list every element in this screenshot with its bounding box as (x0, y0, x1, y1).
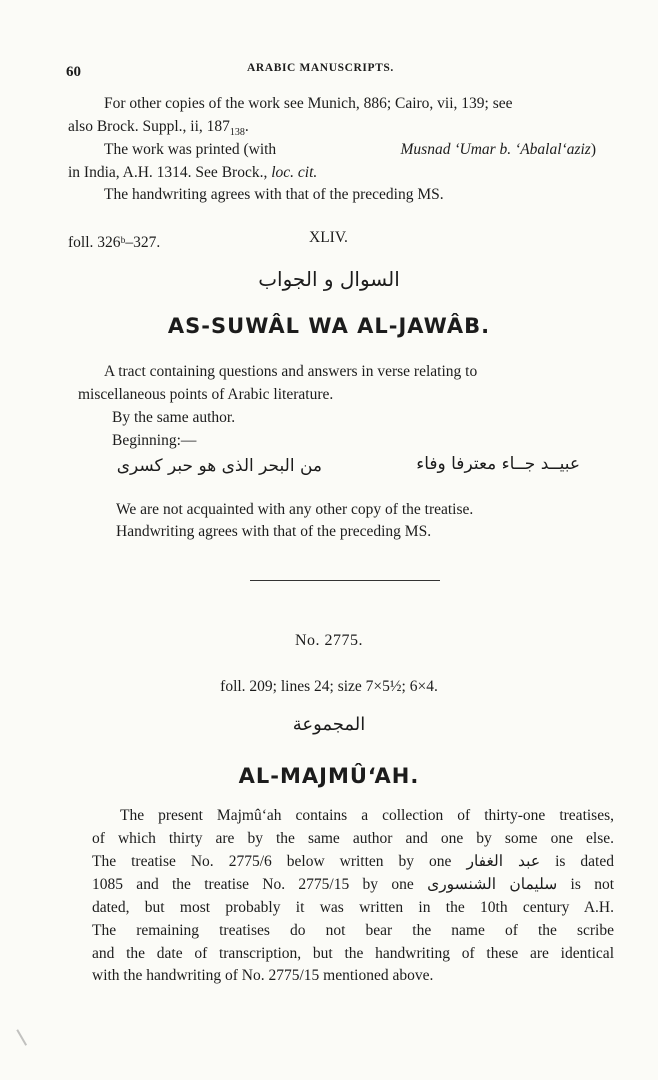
handwriting-note-2: Handwriting agrees with that of the preceding MS. (116, 523, 432, 540)
description-line-2: miscellaneous points of Arabic literature. (78, 386, 334, 403)
scan-artifact (16, 1024, 35, 1046)
section-divider (250, 580, 440, 581)
printed-line: The work was printed (with Musnad ‘Umar b. ‘Abalal‘aziz ) (104, 141, 596, 158)
author-line: By the same author. (112, 409, 236, 426)
verse-hemistich-1: عبيــد جــاء معترفا وفاء (416, 454, 580, 474)
entry-number-2775: No. 2775. (294, 632, 364, 649)
description-line-1: A tract containing questions and answers in verse relating to (104, 363, 478, 380)
entry-title: AS-SUWÂL WA AL-JAWÂB. (167, 314, 491, 338)
paragraph-line: 1085 and the treatise No. 2775/15 by one سليمان الشنسورى is not (92, 876, 614, 893)
entry-title-2775: AL-MAJMÛ‘AH. (238, 764, 420, 788)
verse-hemistich-2: من البحر الذى هو حبر كسرى (116, 456, 322, 476)
arabic-title-2775: المجموعة (292, 714, 366, 735)
copies-line-2: also Brock. Suppl., ii, $187_{138}$. (68, 118, 249, 139)
paragraph-line: dated, but most probably it was written in the 10th century A.H. (92, 899, 614, 916)
paragraph-line: of which thirty are by the same author and one by some one else. (92, 830, 614, 847)
running-title: ARABIC MANUSCRIPTS. (247, 62, 394, 74)
paragraph-line: The treatise No. 2775/6 below written by one عبد الغفار is dated (92, 853, 614, 870)
paragraph-line: The remaining treatises do not bear the name of the scribe (92, 922, 614, 939)
entry-details: foll. 209; lines 24; size 7×5½; 6×4. (220, 678, 438, 695)
entry-number: XLIV. (309, 229, 348, 246)
paragraph-line: and the date of transcription, but the handwriting of these are identical (92, 945, 614, 962)
copies-line-1: For other copies of the work see Munich, 886; Cairo, vii, 139; see (104, 95, 513, 112)
arabic-title: السوال و الجواب (258, 267, 400, 291)
page-number: 60 (66, 64, 81, 80)
beginning-label: Beginning:— (112, 432, 197, 449)
printed-line-2: in India, A.H. 1314. See Brock., loc. cit. (68, 164, 318, 181)
paragraph-line: The present Majmû‘ah contains a collection of thirty-one treatises, (120, 807, 614, 824)
no-other-copy-note: We are not acquainted with any other copy of the treatise. (116, 501, 474, 518)
handwriting-note: The handwriting agrees with that of the preceding MS. (104, 186, 444, 203)
footnote-subscript: 138 (229, 127, 245, 139)
paragraph-line: with the handwriting of No. 2775/15 mentioned above. (92, 967, 434, 984)
folio-range: foll. 326ᵇ–327. (68, 234, 161, 251)
